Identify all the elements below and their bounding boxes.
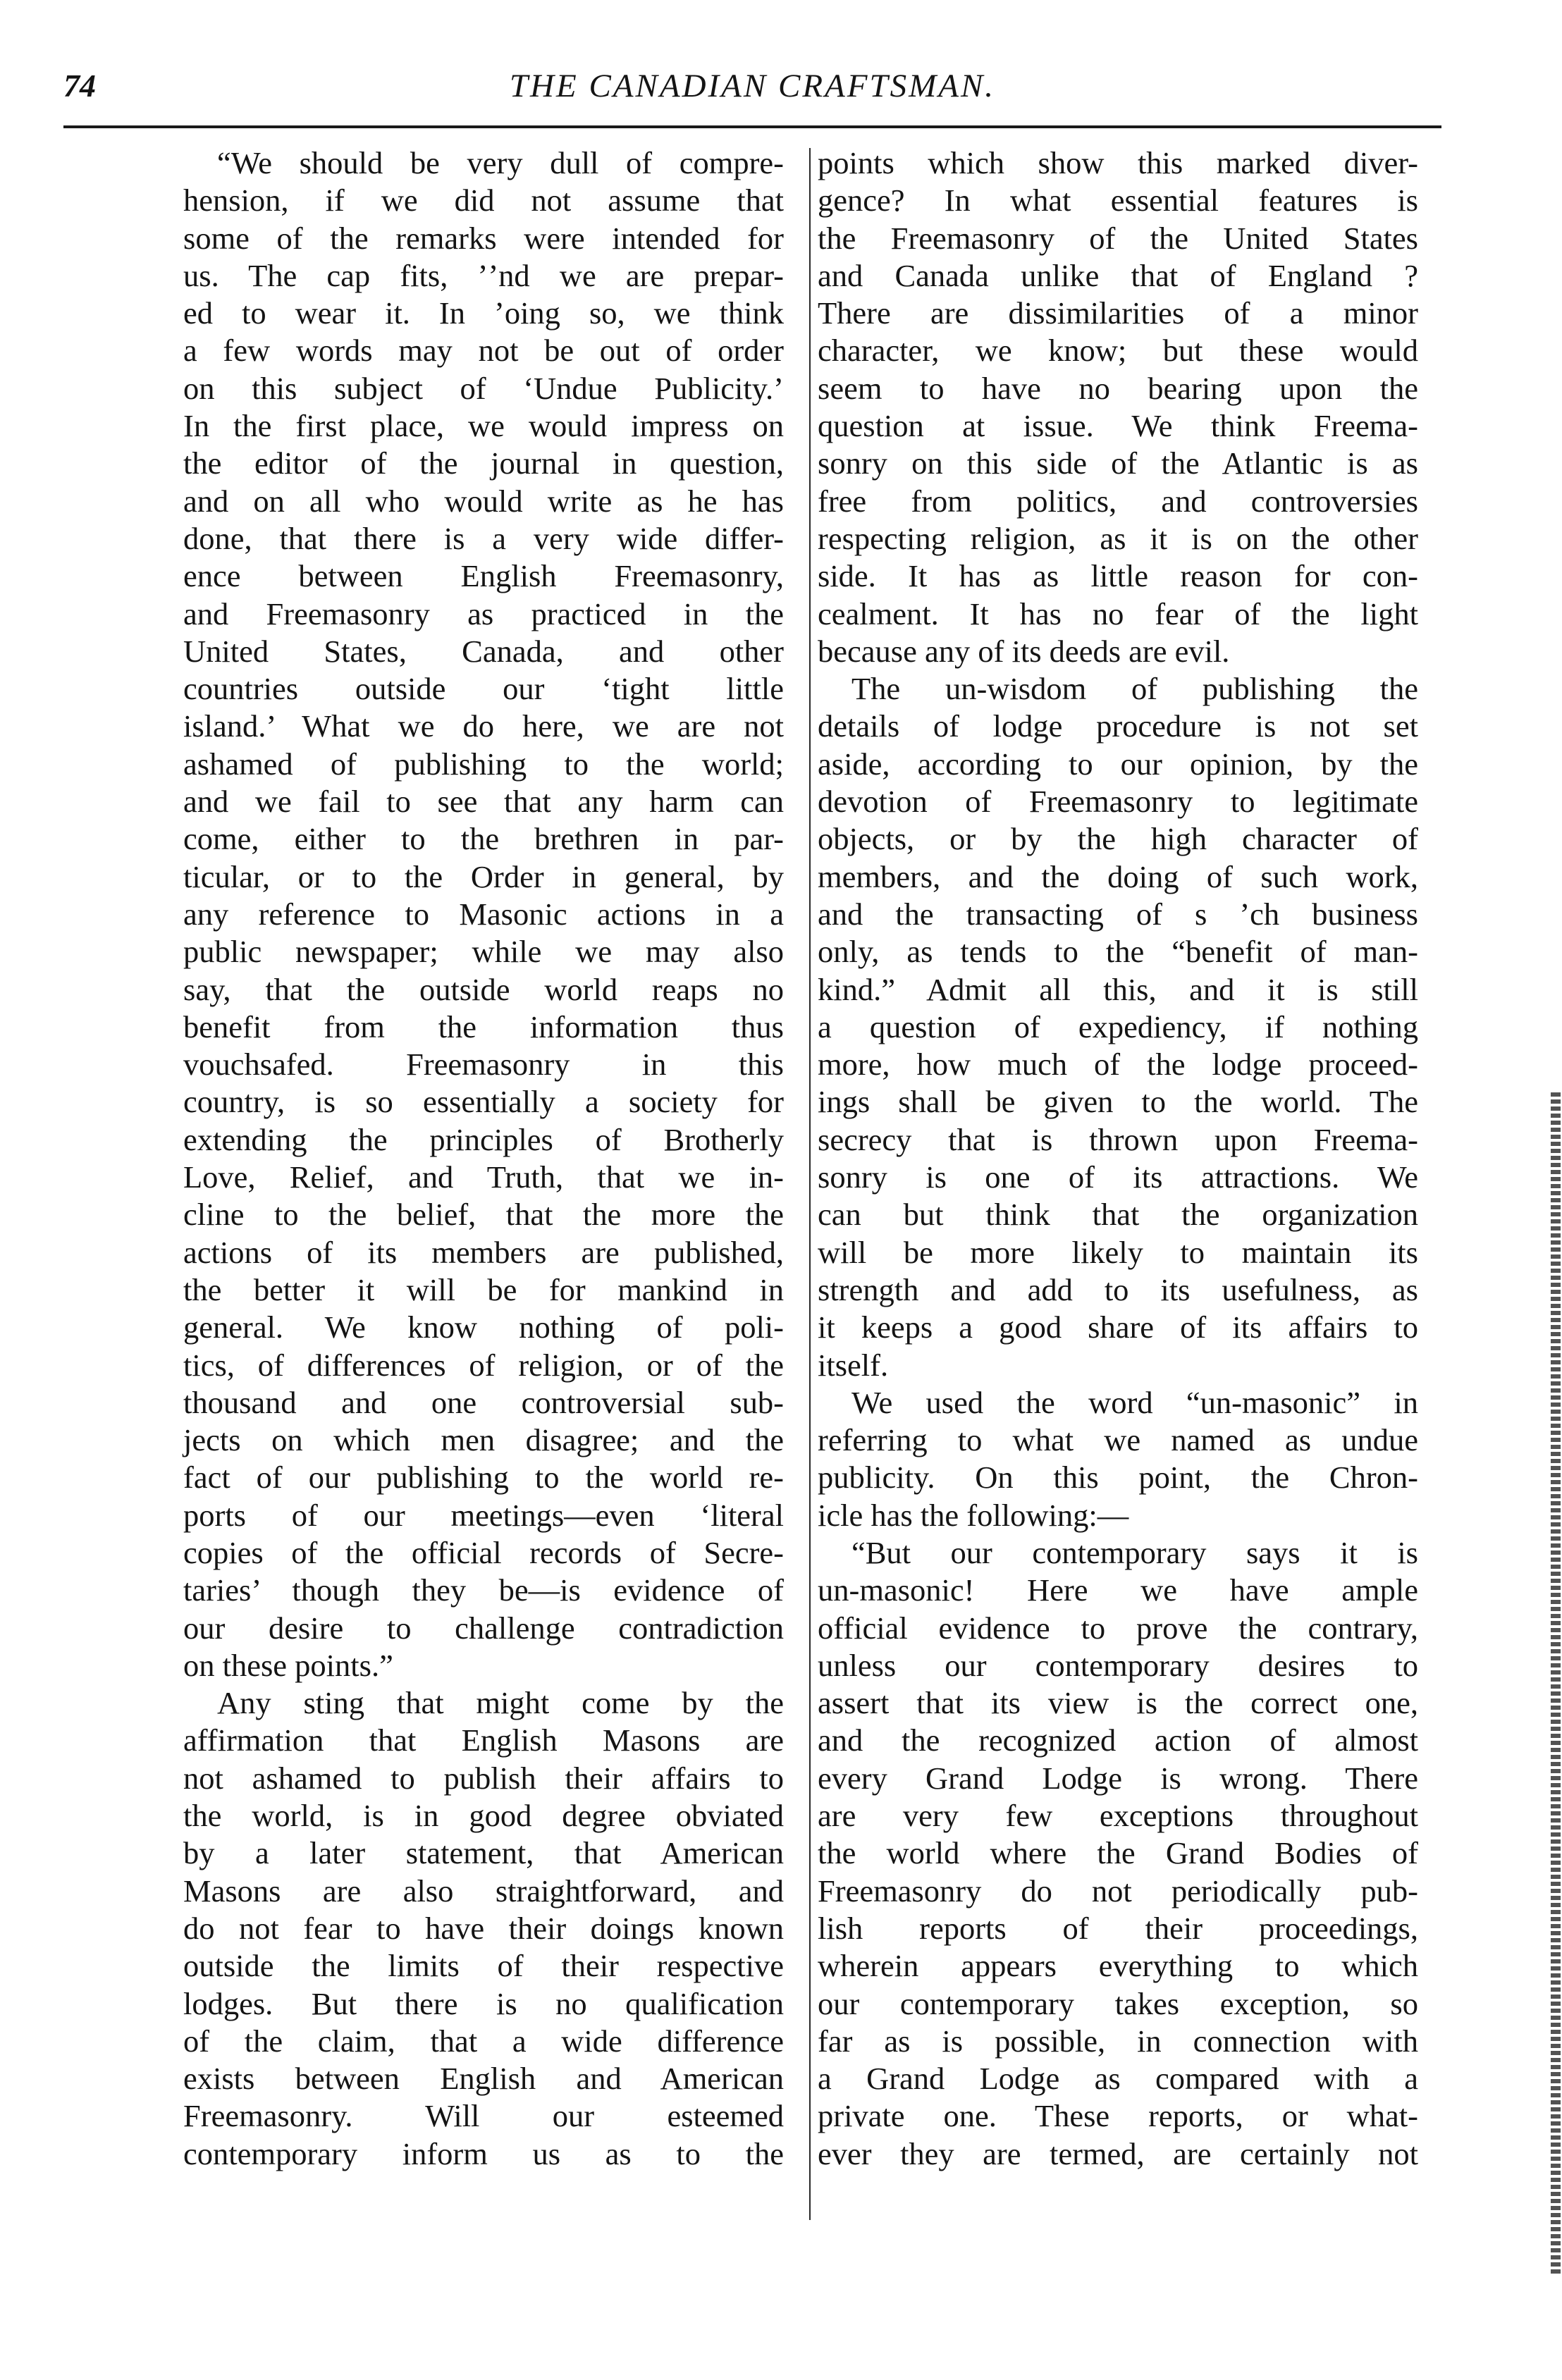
text-line: and on all who would write as he has — [183, 483, 784, 519]
text-line: tics, of differences of religion, or of the — [183, 1347, 784, 1383]
text-line: taries’ though they be—is evidence of — [183, 1572, 784, 1608]
text-line: There are dissimilarities of a minor — [818, 295, 1418, 331]
text-line: public newspaper; while we may also — [183, 934, 784, 970]
text-line: a few words may not be out of order — [183, 333, 784, 369]
text-line: and Canada unlike that of England ? — [818, 257, 1418, 293]
right-text-column — [818, 144, 1418, 2173]
text-line: affirmation that English Masons are — [183, 1722, 784, 1758]
text-line: respecting religion, as it is on the other — [818, 520, 1418, 556]
text-line: the world, is in good degree obviated — [183, 1798, 784, 1834]
left-text-column — [183, 144, 784, 2173]
text-line: fact of our publishing to the world re- — [183, 1460, 784, 1496]
text-line: “But our contemporary says it is — [851, 1534, 1418, 1570]
text-line: us. The cap fits, ʼʼnd we are prepar- — [183, 257, 784, 293]
text-line: private one. These reports, or what- — [818, 2098, 1418, 2134]
text-line: itself. — [818, 1347, 889, 1383]
text-line: do not fear to have their doings known — [183, 1910, 784, 1946]
text-line: lodges. But there is no qualification — [183, 1985, 784, 2021]
text-line: unless our contemporary desires to — [818, 1647, 1418, 1683]
text-line: can but think that the organization — [818, 1197, 1418, 1233]
text-line: points which show this marked diver- — [818, 145, 1418, 180]
text-line: free from politics, and controversies — [818, 483, 1418, 519]
running-head-title: THE CANADIAN CRAFTSMAN. — [509, 68, 996, 104]
text-line: strength and add to its usefulness, as — [818, 1271, 1418, 1307]
text-line: more, how much of the lodge proceed- — [818, 1047, 1418, 1083]
text-line: far as is possible, in connection with — [818, 2023, 1418, 2059]
text-line: done, that there is a very wide differ- — [183, 520, 784, 556]
text-line: cealment. It has no fear of the light — [818, 596, 1418, 631]
text-line: question at issue. We think Freema- — [818, 408, 1418, 444]
text-line: are very few exceptions throughout — [818, 1798, 1418, 1834]
text-line: The un-wisdom of publishing the — [851, 671, 1418, 707]
text-line: the world where the Grand Bodies of — [818, 1835, 1418, 1871]
text-line: members, and the doing of such work, — [818, 858, 1418, 894]
text-line: general. We know nothing of poli- — [183, 1309, 784, 1345]
text-line: our contemporary takes exception, so — [818, 1985, 1418, 2021]
text-line: Freemasonry. Will our esteemed — [183, 2098, 784, 2134]
text-line: not ashamed to publish their affairs to — [183, 1760, 784, 1796]
text-line: outside the limits of their respective — [183, 1948, 784, 1984]
text-line: Freemasonry do not periodically pub- — [818, 1873, 1418, 1909]
text-line: jects on which men disagree; and the — [183, 1422, 784, 1458]
text-line: ings shall be given to the world. The — [818, 1084, 1418, 1120]
text-line: on this subject of ‘Undue Publicity.’ — [183, 370, 784, 406]
text-line: icle has the following:— — [818, 1497, 1129, 1533]
text-line: secrecy that is thrown upon Freema- — [818, 1121, 1418, 1157]
text-line: United States, Canada, and other — [183, 633, 784, 669]
text-line: ence between English Freemasonry, — [183, 558, 784, 594]
text-line: ed to wear it. In ʼoing so, we think — [183, 295, 784, 331]
text-line: ever they are termed, are certainly not — [818, 2135, 1418, 2171]
text-line: on these points.” — [183, 1647, 393, 1683]
text-line: cline to the belief, that the more the — [183, 1197, 784, 1233]
text-line: seem to have no bearing upon the — [818, 370, 1418, 406]
text-line: sonry on this side of the Atlantic is as — [818, 445, 1418, 481]
text-line: extending the principles of Brotherly — [183, 1121, 784, 1157]
text-line: gence? In what essential features is — [818, 183, 1418, 218]
text-line: it keeps a good share of its affairs to — [818, 1309, 1418, 1345]
text-line: thousand and one controversial sub- — [183, 1384, 784, 1420]
text-line: kind.” Admit all this, and it is still — [818, 971, 1418, 1007]
text-line: assert that its view is the correct one, — [818, 1685, 1418, 1721]
text-line: referring to what we named as undue — [818, 1422, 1418, 1458]
text-line: the editor of the journal in question, — [183, 445, 784, 481]
page-number: 74 — [63, 68, 96, 104]
text-line: country, is so essentially a society for — [183, 1084, 784, 1120]
text-line: wherein appears everything to which — [818, 1948, 1418, 1984]
text-line: objects, or by the high character of — [818, 821, 1418, 857]
text-line: because any of its deeds are evil. — [818, 633, 1230, 669]
text-line: actions of its members are published, — [183, 1234, 784, 1270]
page-header — [63, 67, 1441, 120]
text-line: will be more likely to maintain its — [818, 1234, 1418, 1270]
text-line: Love, Relief, and Truth, that we in- — [183, 1159, 784, 1195]
text-line: and the transacting of s ʼch business — [818, 896, 1418, 932]
text-line: In the first place, we would impress on — [183, 408, 784, 444]
text-line: “We should be very dull of compre- — [217, 145, 784, 180]
text-line: come, either to the brethren in par- — [183, 821, 784, 857]
text-line: ports of our meetings—even ‘literal — [183, 1497, 784, 1533]
text-line: lish reports of their proceedings, — [818, 1910, 1418, 1946]
text-line: countries outside our ‘tight little — [183, 671, 784, 707]
text-line: exists between English and American — [183, 2061, 784, 2097]
text-line: by a later statement, that American — [183, 1835, 784, 1871]
text-line: publicity. On this point, the Chron- — [818, 1460, 1418, 1496]
text-line: ashamed of publishing to the world; — [183, 746, 784, 782]
header-rule — [63, 125, 1441, 128]
text-line: and we fail to see that any harm can — [183, 784, 784, 820]
binding-edge-mark — [1551, 1092, 1561, 2276]
text-line: of the claim, that a wide difference — [183, 2023, 784, 2059]
text-line: a Grand Lodge as compared with a — [818, 2061, 1418, 2097]
text-line: a question of expediency, if nothing — [818, 1009, 1418, 1044]
text-line: any reference to Masonic actions in a — [183, 896, 784, 932]
text-line: hension, if we did not assume that — [183, 183, 784, 218]
text-line: island.’ What we do here, we are not — [183, 708, 784, 744]
text-line: sonry is one of its attractions. We — [818, 1159, 1418, 1195]
text-line: character, we know; but these would — [818, 333, 1418, 369]
text-line: the better it will be for mankind in — [183, 1271, 784, 1307]
text-line: vouchsafed. Freemasonry in this — [183, 1047, 784, 1083]
text-line: only, as tends to the “benefit of man- — [818, 934, 1418, 970]
text-line: aside, according to our opinion, by the — [818, 746, 1418, 782]
text-line: devotion of Freemasonry to legitimate — [818, 784, 1418, 820]
column-divider — [809, 148, 811, 2220]
text-line: side. It has as little reason for con- — [818, 558, 1418, 594]
text-line: un-masonic! Here we have ample — [818, 1572, 1418, 1608]
text-line: and the recognized action of almost — [818, 1722, 1418, 1758]
text-line: ticular, or to the Order in general, by — [183, 858, 784, 894]
text-line: every Grand Lodge is wrong. There — [818, 1760, 1418, 1796]
text-line: We used the word “un-masonic” in — [851, 1384, 1418, 1420]
text-line: Any sting that might come by the — [217, 1685, 784, 1721]
text-line: details of lodge procedure is not set — [818, 708, 1418, 744]
text-line: some of the remarks were intended for — [183, 220, 784, 256]
text-line: Masons are also straightforward, and — [183, 1873, 784, 1909]
text-line: copies of the official records of Secre- — [183, 1534, 784, 1570]
text-line: and Freemasonry as practiced in the — [183, 596, 784, 631]
text-line: say, that the outside world reaps no — [183, 971, 784, 1007]
text-line: benefit from the information thus — [183, 1009, 784, 1044]
text-line: the Freemasonry of the United States — [818, 220, 1418, 256]
text-line: official evidence to prove the contrary, — [818, 1610, 1418, 1646]
text-line: our desire to challenge contradiction — [183, 1610, 784, 1646]
text-line: contemporary inform us as to the — [183, 2135, 784, 2171]
